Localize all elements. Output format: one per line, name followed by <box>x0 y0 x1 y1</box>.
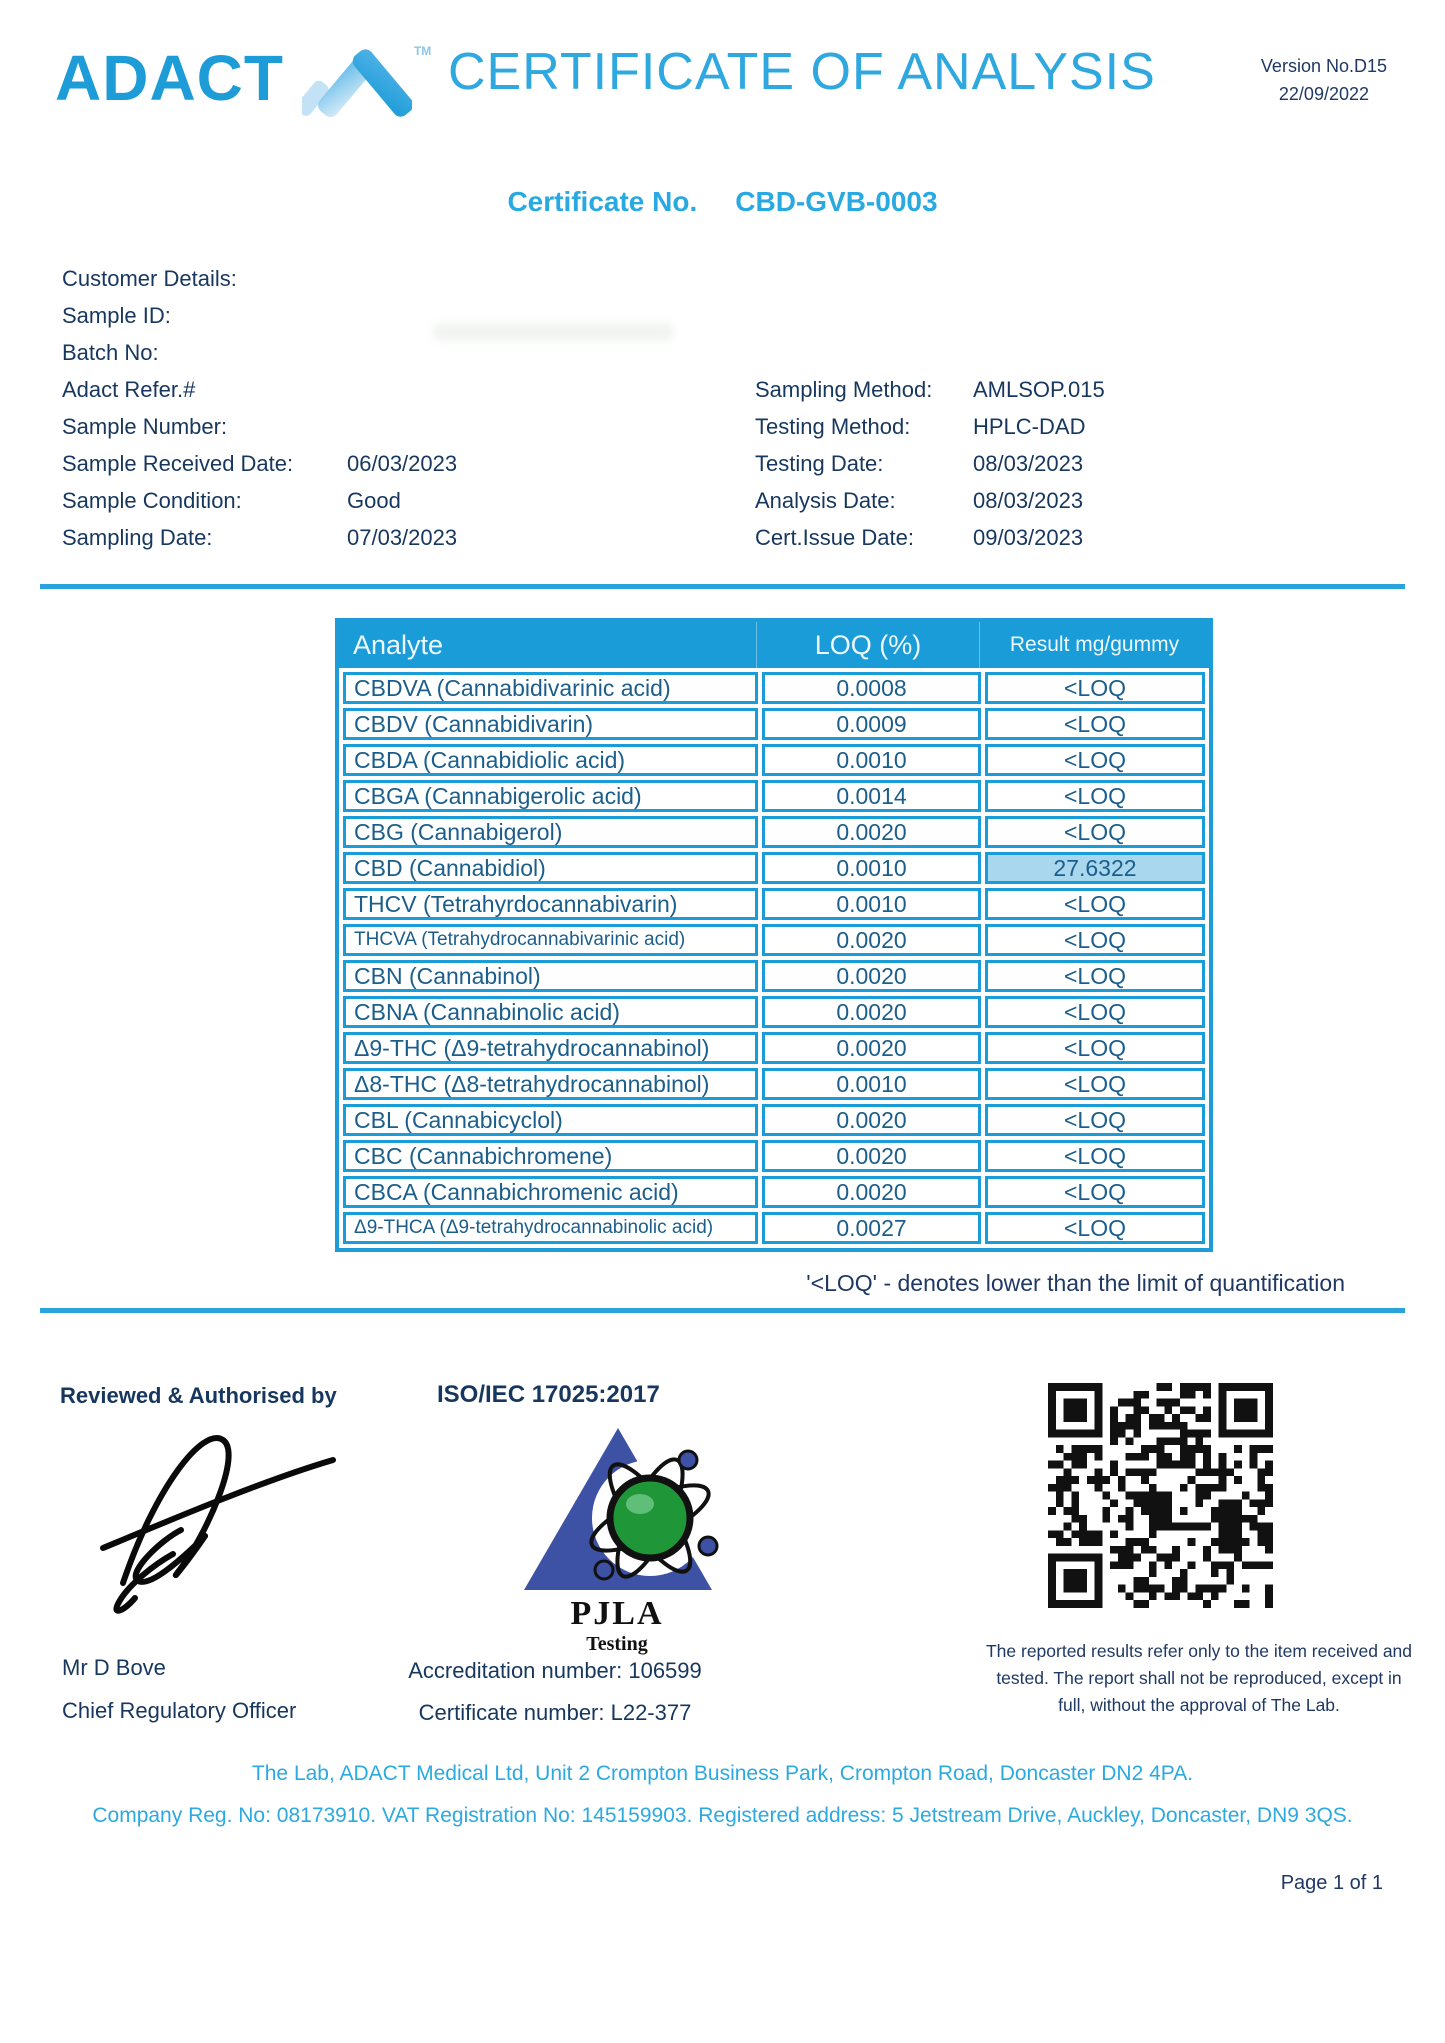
cell-analyte: Δ9-THC (Δ9-tetrahydrocannabinol) <box>343 1032 758 1064</box>
detail-row <box>62 371 457 408</box>
sample-details-right <box>755 371 1105 556</box>
detail-label: Analysis Date: <box>755 487 896 513</box>
cell-analyte: CBNA (Cannabinolic acid) <box>343 996 758 1028</box>
table-row <box>343 1032 1205 1064</box>
cell-result: <LOQ <box>985 672 1205 704</box>
cell-loq: 0.0020 <box>762 924 981 956</box>
cell-analyte: CBN (Cannabinol) <box>343 960 758 992</box>
detail-label: Adact Refer.# <box>62 376 196 402</box>
column-header-result: Result mg/gummy <box>979 622 1209 668</box>
cell-result: <LOQ <box>985 1140 1205 1172</box>
cell-analyte: Δ9-THCA (Δ9-tetrahydrocannabinolic acid) <box>343 1212 758 1244</box>
detail-row <box>755 445 1105 482</box>
detail-row <box>755 371 1105 408</box>
detail-row <box>62 260 457 297</box>
divider-bottom <box>40 1308 1405 1313</box>
detail-label: Testing Method: <box>755 413 911 439</box>
cell-result: 27.6322 <box>985 852 1205 884</box>
table-row <box>343 816 1205 848</box>
adact-logo-mark-icon <box>302 38 412 126</box>
trademark-symbol: TM <box>413 44 432 58</box>
cell-result: <LOQ <box>985 1104 1205 1136</box>
cell-result: <LOQ <box>985 744 1205 776</box>
pjla-logo-icon <box>512 1418 722 1596</box>
detail-value: 08/03/2023 <box>973 450 1084 476</box>
cell-analyte: CBDVA (Cannabidivarinic acid) <box>343 672 758 704</box>
sample-details-left <box>62 260 457 556</box>
table-row <box>343 1068 1205 1100</box>
cell-result: <LOQ <box>985 1068 1205 1100</box>
table-row <box>343 672 1205 704</box>
cell-loq: 0.0020 <box>762 1032 981 1064</box>
cell-analyte: CBDV (Cannabidivarin) <box>343 708 758 740</box>
column-header-analyte: Analyte <box>353 629 444 660</box>
detail-label: Sample Number: <box>62 413 228 439</box>
cell-result: <LOQ <box>985 816 1205 848</box>
cell-loq: 0.0010 <box>762 1068 981 1100</box>
cell-analyte: Δ8-THC (Δ8-tetrahydrocannabinol) <box>343 1068 758 1100</box>
cell-loq: 0.0010 <box>762 888 981 920</box>
cell-loq: 0.0008 <box>762 672 981 704</box>
detail-row <box>62 482 457 519</box>
detail-label: Sampling Method: <box>755 376 933 402</box>
cell-result: <LOQ <box>985 708 1205 740</box>
table-row <box>343 1212 1205 1244</box>
cell-analyte: CBDA (Cannabidiolic acid) <box>343 744 758 776</box>
signatory-name: Mr D Bove <box>62 1655 166 1680</box>
results-table-body <box>339 672 1209 1248</box>
detail-label: Sample ID: <box>62 302 171 328</box>
page-number: Page 1 of 1 <box>1280 1872 1383 1894</box>
cell-result: <LOQ <box>985 1176 1205 1208</box>
cell-loq: 0.0010 <box>762 852 981 884</box>
detail-value: AMLSOP.015 <box>973 376 1105 402</box>
version-number: Version No.D15 <box>1260 56 1387 76</box>
adact-logo-text: ADACT <box>55 42 284 114</box>
loq-note: '<LOQ' - denotes lower than the limit of quantification <box>806 1270 1345 1296</box>
cell-loq: 0.0020 <box>762 816 981 848</box>
detail-value: Good <box>347 487 401 513</box>
detail-label: Testing Date: <box>755 450 884 476</box>
cell-result: <LOQ <box>985 780 1205 812</box>
company-registration: Company Reg. No: 08173910. VAT Registration No: 145159903. Registered address: 5 Jetstream Drive, Auckley, Doncaster, DN9 3QS. <box>92 1804 1353 1827</box>
table-row <box>343 888 1205 920</box>
cell-analyte: THCVA (Tetrahydrocannabivarinic acid) <box>343 924 758 956</box>
cell-loq: 0.0020 <box>762 1104 981 1136</box>
signature-icon <box>85 1418 350 1623</box>
cell-result: <LOQ <box>985 996 1205 1028</box>
detail-row <box>755 519 1105 556</box>
column-header-loq: LOQ (%) <box>756 622 979 668</box>
cell-loq: 0.0027 <box>762 1212 981 1244</box>
qr-code <box>1048 1383 1273 1608</box>
cell-analyte: THCV (Tetrahyrdocannabivarin) <box>343 888 758 920</box>
iso-accreditation-label: ISO/IEC 17025:2017 <box>437 1381 660 1408</box>
detail-value: 07/03/2023 <box>347 524 458 550</box>
cell-result: <LOQ <box>985 888 1205 920</box>
results-table-header <box>339 622 1209 668</box>
certificate-number-label: Certificate No. <box>507 186 698 217</box>
table-row <box>343 1140 1205 1172</box>
certificate-number-value: CBD-GVB-0003 <box>735 186 938 217</box>
cell-analyte: CBL (Cannabicyclol) <box>343 1104 758 1136</box>
table-row <box>343 1104 1205 1136</box>
cell-analyte: CBG (Cannabigerol) <box>343 816 758 848</box>
table-row <box>343 960 1205 992</box>
accreditation-number: Accreditation number: 106599 <box>408 1658 702 1683</box>
detail-row <box>755 482 1105 519</box>
detail-label: Batch No: <box>62 339 159 365</box>
table-row <box>343 996 1205 1028</box>
page-title: CERTIFICATE OF ANALYSIS <box>448 43 1156 101</box>
detail-row <box>62 408 457 445</box>
version-info <box>1261 52 1387 108</box>
cell-loq: 0.0020 <box>762 1176 981 1208</box>
certificate-number-line <box>0 186 1445 218</box>
cell-loq: 0.0020 <box>762 1140 981 1172</box>
pjla-logo <box>512 1418 722 1656</box>
table-row <box>343 708 1205 740</box>
cell-analyte: CBGA (Cannabigerolic acid) <box>343 780 758 812</box>
detail-row <box>62 445 457 482</box>
detail-value: 08/03/2023 <box>973 487 1084 513</box>
detail-label: Sample Condition: <box>62 487 242 513</box>
version-date: 22/09/2022 <box>1278 84 1369 104</box>
table-row <box>343 924 1205 956</box>
reviewed-by-label: Reviewed & Authorised by <box>60 1383 337 1408</box>
pjla-certificate-number: Certificate number: L22-377 <box>418 1700 692 1725</box>
cell-loq: 0.0010 <box>762 744 981 776</box>
redacted-smudge <box>433 323 673 341</box>
table-row <box>343 852 1205 884</box>
detail-row <box>62 519 457 556</box>
detail-row <box>62 334 457 371</box>
cell-loq: 0.0020 <box>762 996 981 1028</box>
table-row <box>343 744 1205 776</box>
detail-label: Sample Received Date: <box>62 450 294 476</box>
detail-value: HPLC-DAD <box>973 413 1086 439</box>
pjla-subtitle: Testing <box>586 1633 648 1655</box>
detail-label: Sampling Date: <box>62 524 213 550</box>
adact-logo <box>55 36 431 126</box>
cell-result: <LOQ <box>985 1032 1205 1064</box>
pjla-name: PJLA <box>570 1595 664 1632</box>
cell-analyte: CBC (Cannabichromene) <box>343 1140 758 1172</box>
signatory-title: Chief Regulatory Officer <box>62 1698 297 1723</box>
detail-value: 09/03/2023 <box>973 524 1084 550</box>
cell-loq: 0.0020 <box>762 960 981 992</box>
cell-result: <LOQ <box>985 960 1205 992</box>
detail-label: Customer Details: <box>62 265 237 291</box>
detail-row <box>755 408 1105 445</box>
detail-row <box>62 297 457 334</box>
cell-loq: 0.0014 <box>762 780 981 812</box>
lab-address: The Lab, ADACT Medical Ltd, Unit 2 Crompton Business Park, Crompton Road, Doncaster DN2 4PA. <box>251 1762 1194 1785</box>
table-row <box>343 780 1205 812</box>
divider-top <box>40 584 1405 589</box>
detail-label: Cert.Issue Date: <box>755 524 914 550</box>
detail-value: 06/03/2023 <box>347 450 458 476</box>
cell-analyte: CBCA (Cannabichromenic acid) <box>343 1176 758 1208</box>
disclaimer-text: The reported results refer only to the item received and tested. The report shall not be reproduced, except in full, without the approval of The Lab. <box>985 1641 1413 1716</box>
cell-result: <LOQ <box>985 1212 1205 1244</box>
results-table <box>335 618 1213 1252</box>
cell-loq: 0.0009 <box>762 708 981 740</box>
table-row <box>343 1176 1205 1208</box>
cell-analyte: CBD (Cannabidiol) <box>343 852 758 884</box>
cell-result: <LOQ <box>985 924 1205 956</box>
